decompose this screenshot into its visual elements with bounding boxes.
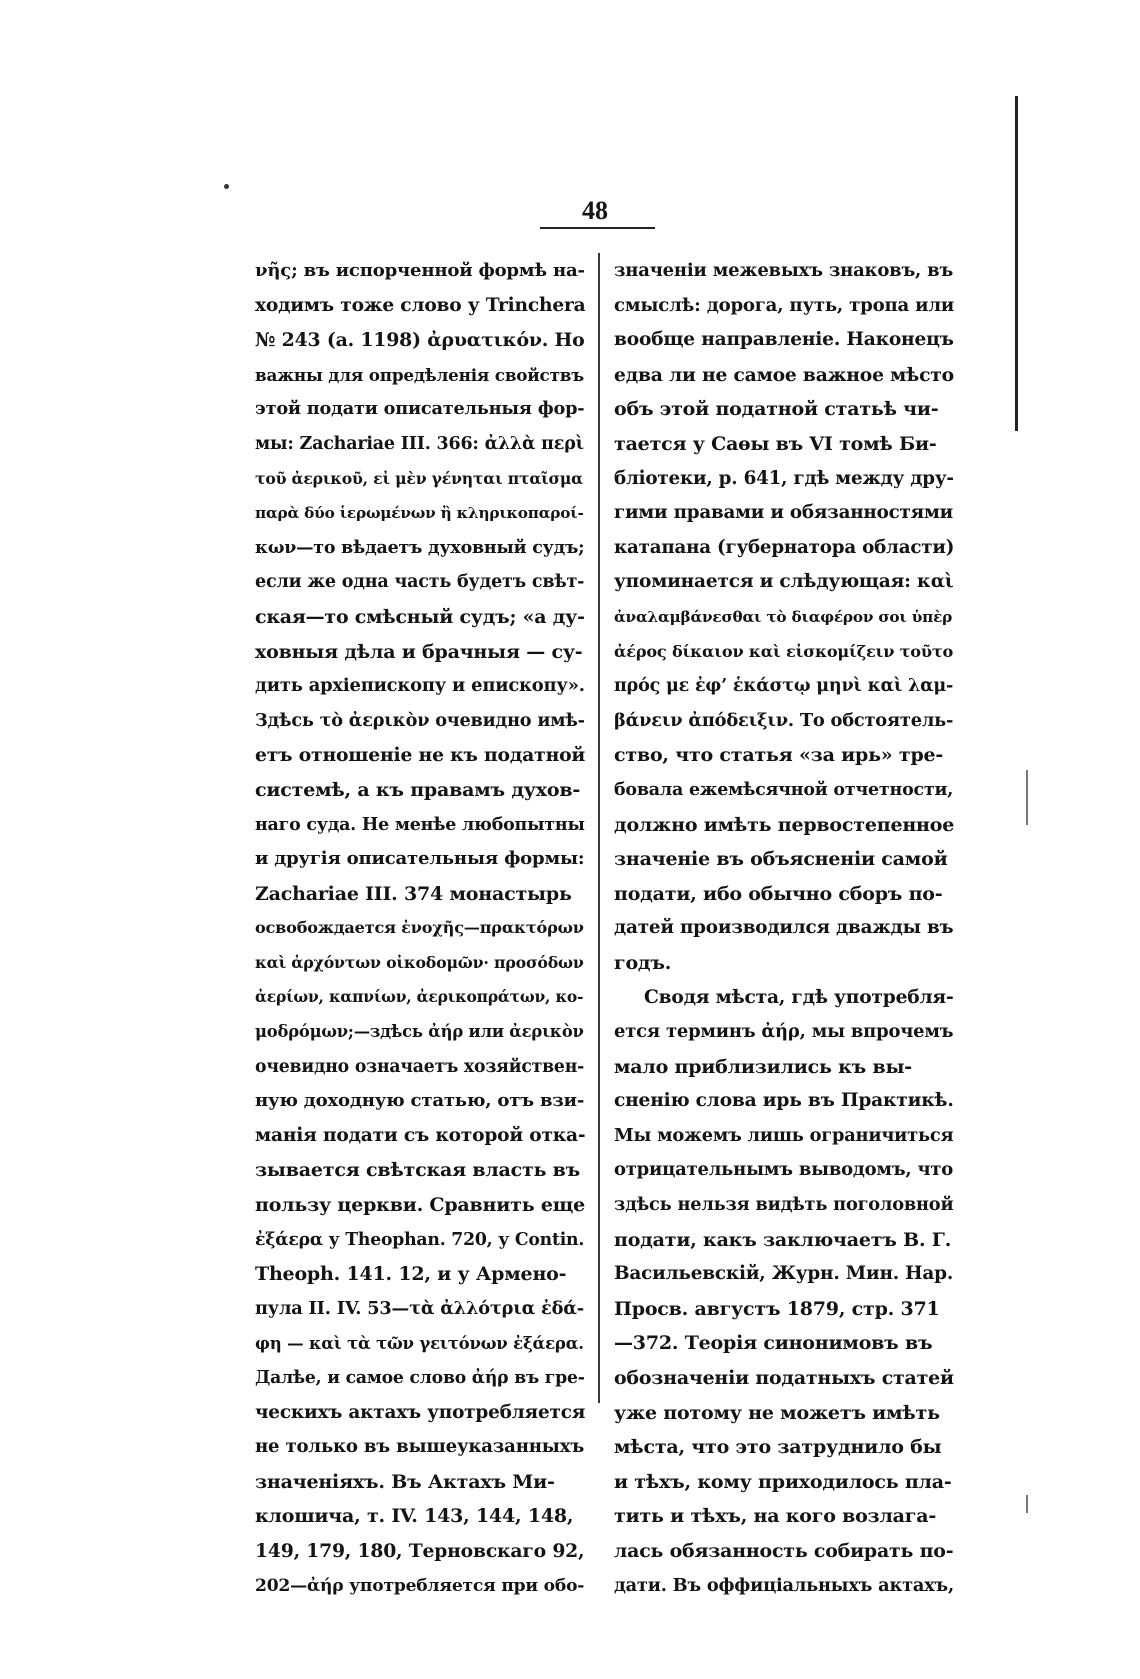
text-line: φη — καὶ τὰ τῶν γειτόνων ἐξάερα.: [255, 1333, 584, 1354]
text-line: очевидно означаетъ хозяйствен-: [255, 1056, 585, 1077]
column-divider: [598, 253, 600, 1403]
text-line: смыслѣ: дорога, путь, тропа или: [614, 294, 954, 316]
text-line: Далѣе, и самое слово ἀήρ въ гре-: [255, 1368, 585, 1388]
text-line: дить архіепископу и епископу».: [255, 675, 585, 697]
right-text-column: [614, 254, 954, 1603]
text-line: καὶ ἀρχόντων οἰκοδομῶν· προσόδων: [255, 952, 584, 972]
text-line: Мы можемъ лишь ограничиться: [614, 1124, 954, 1146]
text-line: κων—то вѣдаетъ духовный судъ;: [255, 537, 585, 558]
text-line: Сводя мѣста, гдѣ употребля-: [644, 986, 954, 1009]
text-line: бліотеки, p. 641, гдѣ между дру-: [614, 467, 954, 489]
text-line: мало приблизились къ вы-: [614, 1055, 912, 1078]
text-line: и другія описательныя формы:: [255, 848, 585, 870]
text-line: наго суда. Не менѣе любопытны: [255, 814, 585, 835]
left-text-column: [255, 254, 585, 1603]
text-line: Просв. августъ 1879, стр. 371: [614, 1297, 940, 1320]
text-line: вообще направленіе. Наконецъ: [614, 329, 954, 351]
text-line: клошича, т. IV. 143, 144, 148,: [255, 1505, 574, 1528]
text-line: тается у Саѳы въ VI томѣ Би-: [614, 432, 937, 455]
text-line: мы: Zachariae III. 366: ἀλλὰ περὶ: [255, 433, 584, 454]
text-line: освобождается ἐνοχῆς—πρακτόρων: [255, 918, 584, 938]
header-rule: [540, 227, 655, 229]
text-line: етъ отношеніе не къ податной: [255, 744, 585, 767]
text-line: гими правами и обязанностями: [614, 502, 954, 524]
text-line: если же одна часть будетъ свѣт-: [255, 572, 585, 593]
text-line: этой подати описательныя фор-: [255, 398, 585, 420]
text-line: ходимъ тоже слово у Trinchera: [255, 294, 585, 316]
text-line: Zachariae III. 374 монастырь: [255, 882, 572, 905]
text-line: не только въ вышеуказанныхъ: [255, 1436, 585, 1458]
text-line: ἀερίων, καπνίων, ἀερικοπράτων, κο-: [255, 987, 584, 1007]
text-line: упоминается и слѣдующая: καὶ: [614, 571, 954, 593]
text-line: значеніе въ объясненіи самой: [614, 848, 948, 871]
text-line: πρός με ἐφ’ ἑκάστῳ μηνὶ καὶ λαμ-: [614, 676, 954, 697]
text-line: —372. Теорія синонимовъ въ: [614, 1332, 933, 1355]
text-line: лась обязанность собирать по-: [614, 1539, 954, 1562]
text-line: 202—ἀήρ употребляется при обо-: [255, 1575, 585, 1596]
margin-dot: [224, 184, 229, 189]
text-line: ἀναλαμβάνεσθαι τὸ διαφέρον σοι ὑπὲρ: [614, 607, 953, 626]
text-line: дати. Въ оффиціальныхъ актахъ,: [614, 1574, 954, 1596]
text-line: 149, 179, 180, Терновскаго 92,: [255, 1539, 585, 1562]
text-line: манія подати съ которой отка-: [255, 1124, 585, 1146]
text-line: бовала ежемѣсячной отчетности,: [614, 779, 954, 800]
page-number: 48: [582, 196, 608, 225]
text-line: пула II. IV. 53—τὰ ἀλλότρια ἐδά-: [255, 1297, 584, 1319]
text-line: значеніяхъ. Въ Актахъ Ми-: [255, 1470, 555, 1493]
text-line: Здѣсь τὸ ἀερικὸν очевидно имѣ-: [255, 709, 585, 731]
text-line: ховныя дѣла и брачныя — су-: [255, 640, 583, 663]
text-line: зывается свѣтская власть въ: [255, 1159, 581, 1182]
text-line: едва ли не самое важное мѣсто: [614, 363, 954, 386]
text-line: системѣ, а къ правамъ духов-: [255, 778, 581, 801]
page-edge-mark: [1026, 770, 1028, 825]
text-line: значеніи межевыхъ знаковъ, въ: [614, 260, 954, 281]
text-line: сненію слова ирь въ Практикѣ.: [614, 1090, 954, 1112]
text-line: мѣста, что это затруднило бы: [614, 1436, 942, 1459]
text-line: νῆς; въ испорченной формѣ на-: [255, 260, 585, 281]
text-line: важны для опредѣленія свойствъ: [255, 364, 584, 385]
text-line: τοῦ ἀερικοῦ, εἰ μὲν γένηται πταῖσμα: [255, 468, 583, 488]
text-line: здѣсь нельзя видѣть поголовной: [614, 1194, 954, 1216]
text-line: датей производился дважды въ: [614, 917, 954, 939]
text-line: βάνειν ἀπόδειξιν. То обстоятель-: [614, 709, 954, 731]
text-line: Васильевскій, Журн. Мин. Нар.: [614, 1263, 954, 1285]
text-line: пользу церкви. Сравнить еще: [255, 1194, 585, 1217]
text-line: подати, ибо обычно сборъ по-: [614, 882, 943, 905]
text-line: ную доходную статью, отъ взи-: [255, 1090, 585, 1112]
text-line: ство, что статья «за ирь» тре-: [614, 744, 944, 767]
text-line: ческихъ актахъ употребляется: [255, 1401, 585, 1423]
text-line: παρὰ δύο ἱερωμένων ἢ κληρικοπαροί-: [255, 504, 584, 523]
text-line: отрицательнымъ выводомъ, что: [614, 1159, 954, 1181]
text-line: ἀέρος δίκαιον καὶ εἰσκομίζειν τοῦτο: [614, 641, 954, 661]
text-line: тить и тѣхъ, на кого возлага-: [614, 1505, 937, 1528]
text-line: ется терминъ ἀήρ, мы впрочемъ: [614, 1021, 954, 1043]
text-line: объ этой податной статьѣ чи-: [614, 398, 939, 421]
text-line: Theoph. 141. 12, и у Армено-: [255, 1263, 567, 1286]
text-line: катапана (губернатора области): [614, 536, 954, 558]
text-line: уже потому не можетъ имѣть: [614, 1401, 940, 1424]
page-edge-shadow: [1015, 96, 1018, 431]
text-line: подати, какъ заключаетъ В. Г.: [614, 1228, 952, 1251]
text-line: должно имѣть первостепенное: [614, 813, 954, 836]
page-edge-mark: [1026, 1495, 1028, 1513]
text-line: годъ.: [614, 951, 672, 974]
text-line: обозначеніи податныхъ статей: [614, 1367, 954, 1389]
text-line: и тѣхъ, кому приходилось пла-: [614, 1470, 952, 1493]
text-line: ἐξάερα у Theophan. 720, у Contin.: [255, 1229, 585, 1250]
text-line: № 243 (a. 1198) ἀρυατικόν. Но: [255, 329, 585, 352]
text-line: ская—то смѣсный судъ; «а ду-: [255, 605, 585, 628]
text-line: μοδρόμων;—здѣсь ἀήρ или ἀερικὸν: [255, 1022, 584, 1042]
